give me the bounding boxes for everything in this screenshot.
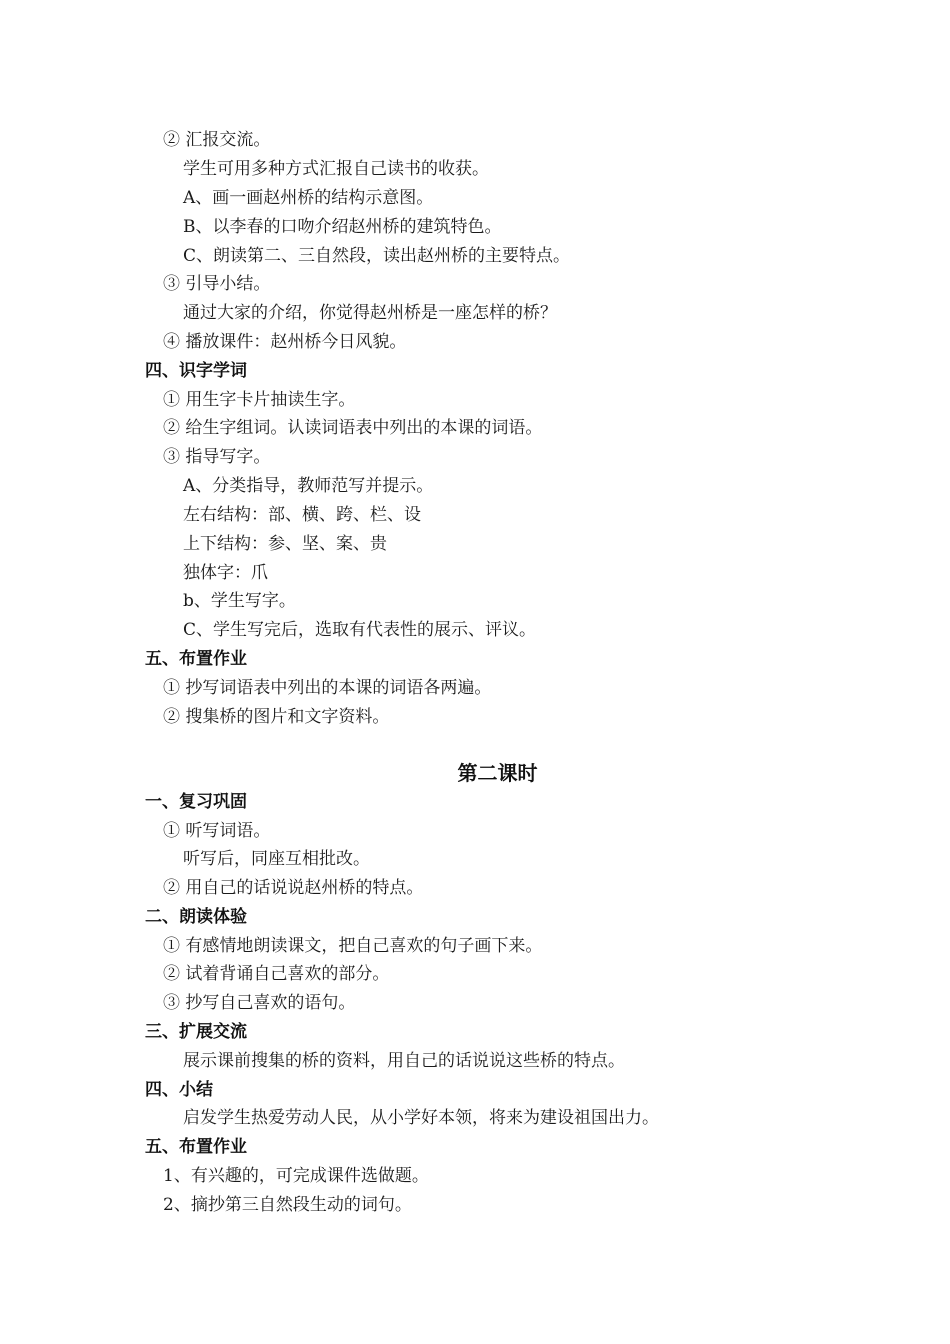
lesson-title: 第二课时 xyxy=(457,761,538,785)
section-heading: 二、朗读体验 xyxy=(145,907,247,927)
step-text: 通过大家的介绍，你觉得赵州桥是一座怎样的桥？ xyxy=(183,303,557,323)
list-item: 独体字：爪 xyxy=(183,563,268,583)
list-item: C、学生写完后，选取有代表性的展示、评议。 xyxy=(183,620,537,640)
list-item: ① 有感情地朗读课文，把自己喜欢的句子画下来。 xyxy=(163,936,543,956)
section-heading: 五、布置作业 xyxy=(145,649,247,669)
step-report: ② 汇报交流。 xyxy=(163,130,271,150)
list-item: ① 听写词语。 xyxy=(163,821,271,841)
section-heading: 一、复习巩固 xyxy=(145,792,247,812)
list-item: 左右结构：部、横、跨、栏、设 xyxy=(183,505,421,525)
step-summary: ③ 引导小结。 xyxy=(163,274,271,294)
step-text: 学生可用多种方式汇报自己读书的收获。 xyxy=(183,159,489,179)
list-item: ② 给生字组词。认读词语表中列出的本课的词语。 xyxy=(163,418,543,438)
list-item: ② 搜集桥的图片和文字资料。 xyxy=(163,707,390,727)
list-item: ③ 抄写自己喜欢的语句。 xyxy=(163,993,356,1013)
list-item: ② 用自己的话说说赵州桥的特点。 xyxy=(163,878,424,898)
section-heading: 四、小结 xyxy=(145,1080,213,1100)
section-heading: 四、识字学词 xyxy=(145,361,247,381)
step-courseware: ④ 播放课件：赵州桥今日风貌。 xyxy=(163,332,407,352)
section-heading: 五、布置作业 xyxy=(145,1137,247,1157)
list-item: ① 抄写词语表中列出的本课的词语各两遍。 xyxy=(163,678,492,698)
list-item: 启发学生热爱劳动人民，从小学好本领，将来为建设祖国出力。 xyxy=(183,1108,659,1128)
list-item: ② 试着背诵自己喜欢的部分。 xyxy=(163,964,390,984)
step-text: C、朗读第二、三自然段，读出赵州桥的主要特点。 xyxy=(183,246,571,266)
section-heading: 三、扩展交流 xyxy=(145,1022,247,1042)
list-item: 听写后，同座互相批改。 xyxy=(183,849,370,869)
list-item: 1、有兴趣的，可完成课件选做题。 xyxy=(163,1166,429,1186)
list-item: ③ 指导写字。 xyxy=(163,447,271,467)
list-item: 展示课前搜集的桥的资料，用自己的话说说这些桥的特点。 xyxy=(183,1051,625,1071)
list-item: ① 用生字卡片抽读生字。 xyxy=(163,390,356,410)
list-item: A、分类指导，教师范写并提示。 xyxy=(183,476,434,496)
list-item: 上下结构：参、坚、案、贵 xyxy=(183,534,387,554)
step-text: A、画一画赵州桥的结构示意图。 xyxy=(183,188,434,208)
list-item: 2、摘抄第三自然段生动的词句。 xyxy=(163,1195,412,1215)
list-item: b、学生写字。 xyxy=(183,591,296,611)
step-text: B、以李春的口吻介绍赵州桥的建筑特色。 xyxy=(183,217,502,237)
